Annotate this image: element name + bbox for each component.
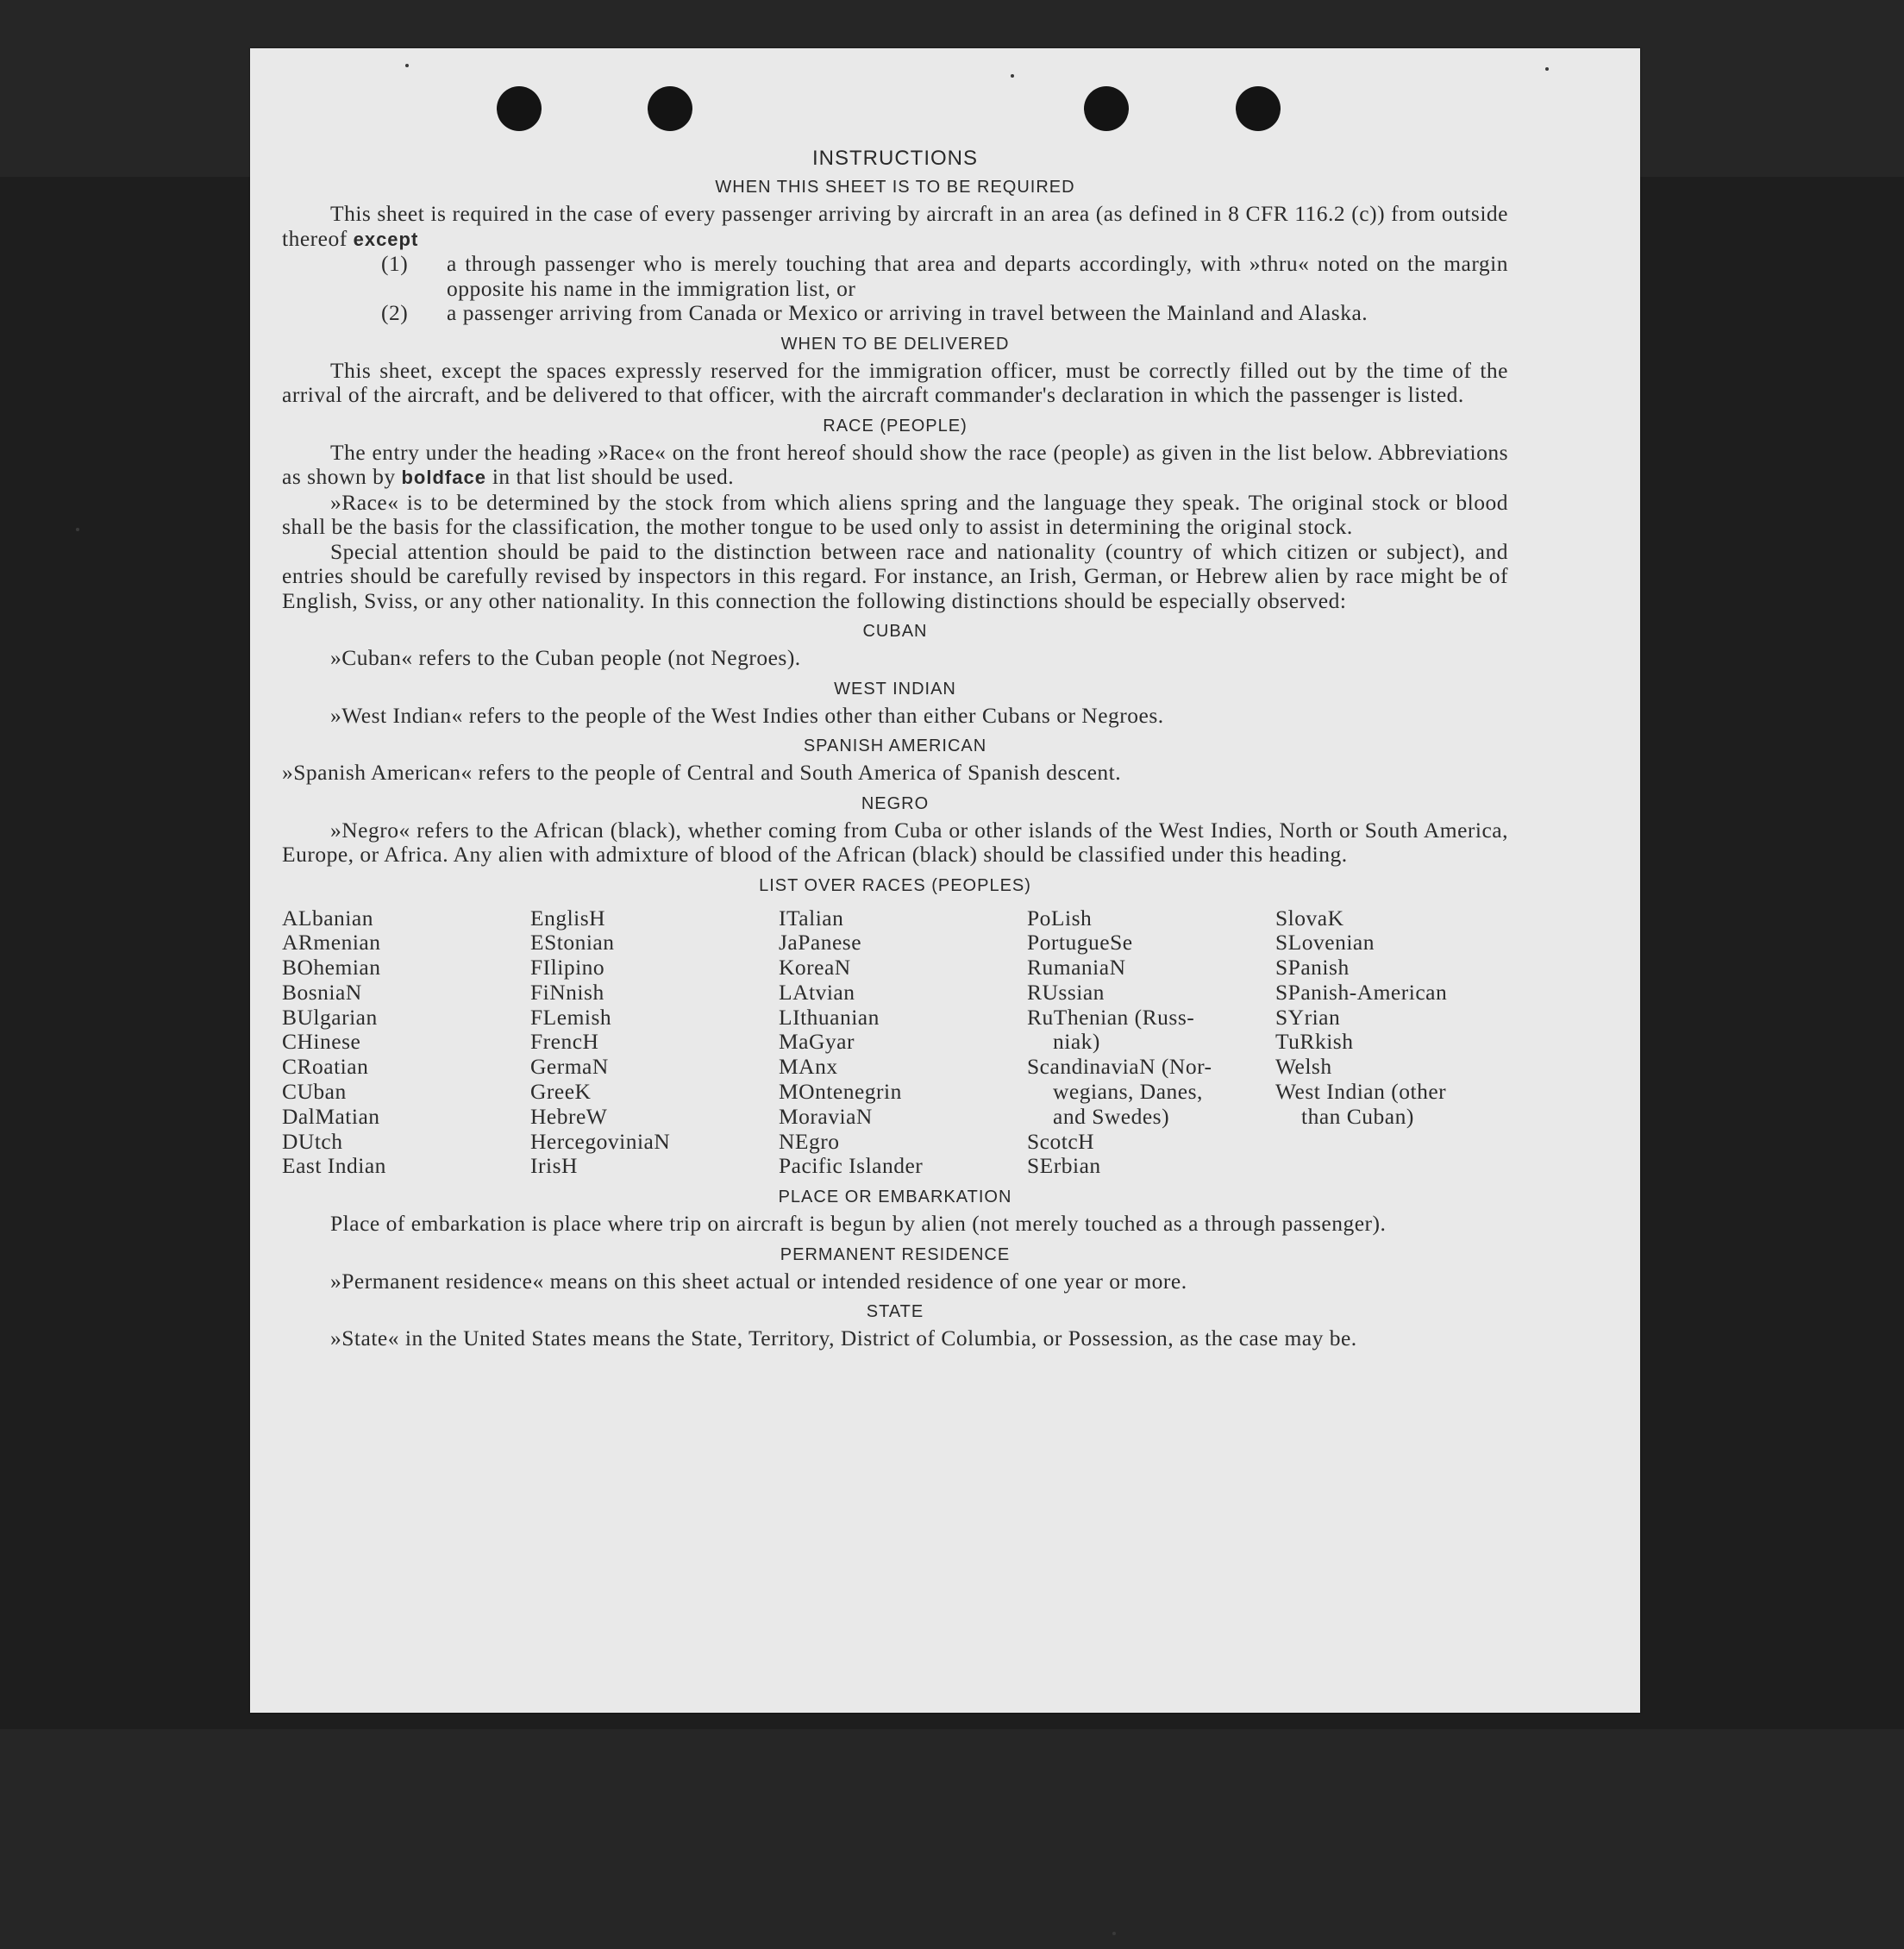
race-item: NEgro (779, 1128, 840, 1154)
race-item: ALbanian (282, 905, 373, 931)
race-item: SlovaK (1275, 905, 1344, 931)
delivered-text: This sheet, except the spaces expressly reserved for the immigration officer, must be correctly filled out by the time of the arrival of the aircraft, and be delivered to that officer, with the aircraft commander's declaration in which the passenger is listed. (282, 357, 1508, 407)
race-item: EStonian (530, 930, 615, 956)
race-item: FIlipino (530, 955, 605, 981)
heading-race: RACE (PEOPLE) (823, 416, 968, 436)
races-list (282, 906, 1508, 1180)
race-item: BOhemian (282, 955, 381, 981)
race-item: Pacific Islander (779, 1153, 924, 1179)
race-item: SYrian (1275, 1004, 1341, 1030)
race-item: BUlgarian (282, 1004, 378, 1030)
spanish-american-text: »Spanish American« refers to the people of Central and South America of Spanish descent. (282, 760, 1122, 785)
race-paragraph-1: The entry under the heading »Race« on the front hereof should show the race (people) as given in the list below. Abbreviations as shown by boldface in that list should be used. (282, 439, 1508, 489)
negro-text: »Negro« refers to the African (black), whether coming from Cuba or other islands of the West Indies, North or South America, Europe, or Africa. Any alien with admixture of blood of the African (black) should be classified under this heading. (282, 817, 1508, 867)
scan-speck (1112, 1932, 1116, 1935)
race-item-continued: wegians, Danes, (1053, 1079, 1203, 1105)
race-item: ScotcH (1027, 1128, 1095, 1154)
heading-west-indian: WEST INDIAN (834, 679, 956, 699)
item-text: a through passenger who is merely touching that area and departs accordingly, with »thru« noted on the margin opposite his name in the immigration list, or (447, 251, 1508, 301)
race-item: IrisH (530, 1153, 578, 1179)
race-paragraph-3: Special attention should be paid to the distinction between race and nationality (country of which citizen or subject), and entries should be carefully revised by inspectors in this regard. For instance, an Irish, German, or Hebrew alien by race might be of English, Sviss, or any other nationality. In this connection the following distinctions should be especially observed: (282, 538, 1508, 613)
race-item-continued: niak) (1053, 1029, 1100, 1055)
embarkation-text: Place of embarkation is place where trip on aircraft is begun by alien (not merely touched as a through passenger). (330, 1211, 1387, 1237)
race-item: GermaN (530, 1054, 609, 1080)
heading-negro: NEGRO (861, 793, 930, 813)
race-item: HercegoviniaN (530, 1128, 671, 1154)
heading-list-of-races: LIST OVER RACES (PEOPLES) (759, 875, 1031, 895)
race-item: ITalian (779, 905, 844, 931)
punch-hole-3 (1084, 86, 1129, 131)
race-item: CUban (282, 1079, 347, 1105)
scan-speck (405, 64, 409, 67)
race-item: GreeK (530, 1079, 592, 1105)
race-item: DUtch (282, 1128, 343, 1154)
required-intro: This sheet is required in the case of every passenger arriving by aircraft in an area (as defined in 8 CFR 116.2 (c)) from outside thereof except (282, 201, 1508, 251)
race-item: MaGyar (779, 1029, 855, 1055)
exception-item-1 (282, 252, 1508, 301)
cuban-text: »Cuban« refers to the Cuban people (not Negroes). (330, 645, 801, 670)
races-column-4 (1027, 906, 1275, 1180)
race-item: East Indian (282, 1153, 386, 1179)
race-item: West Indian (other (1275, 1079, 1447, 1105)
race-item: DalMatian (282, 1103, 380, 1129)
exception-item-2 (282, 301, 1508, 326)
race-item: MoraviaN (779, 1103, 873, 1129)
heading-when-required: WHEN THIS SHEET IS TO BE REQUIRED (715, 178, 1075, 197)
race-item: SPanish (1275, 955, 1350, 981)
races-column-2 (530, 906, 779, 1180)
item-text: a passenger arriving from Canada or Mexico or arriving in travel between the Mainland and Alaska. (447, 300, 1368, 325)
race-item: SErbian (1027, 1153, 1101, 1179)
page-title: INSTRUCTIONS (812, 147, 978, 170)
item-number: (1) (381, 251, 409, 276)
race-item: PoLish (1027, 905, 1093, 931)
race-item: FLemish (530, 1004, 612, 1030)
heading-permanent-residence: PERMANENT RESIDENCE (780, 1244, 1011, 1264)
race-item: RuThenian (Russ- (1027, 1004, 1195, 1030)
west-indian-text: »West Indian« refers to the people of the West Indies other than either Cubans or Negroes. (330, 702, 1164, 728)
race-item: BosniaN (282, 979, 362, 1005)
race-item-continued: and Swedes) (1053, 1103, 1170, 1129)
heading-spanish-american: SPANISH AMERICAN (803, 736, 987, 755)
instructions-body (282, 148, 1508, 1351)
race-item: MOntenegrin (779, 1079, 902, 1105)
race-item: ScandinaviaN (Nor- (1027, 1054, 1212, 1080)
state-text: »State« in the United States means the State, Territory, District of Columbia, or Possession, as the case may be. (330, 1325, 1357, 1351)
item-number: (2) (381, 300, 409, 325)
race-item: JaPanese (779, 930, 862, 956)
race-item: ARmenian (282, 930, 381, 956)
scan-speck (76, 528, 79, 531)
race-item: HebreW (530, 1103, 608, 1129)
boldface-bold: boldface (401, 467, 486, 488)
race-item: SPanish-American (1275, 979, 1448, 1005)
race-item: MAnx (779, 1054, 838, 1080)
except-bold: except (353, 228, 419, 250)
race-item: CRoatian (282, 1054, 369, 1080)
instruction-sheet (250, 48, 1640, 1713)
heading-when-delivered: WHEN TO BE DELIVERED (780, 334, 1010, 354)
race-item: PortugueSe (1027, 930, 1133, 956)
race-item: RumaniaN (1027, 955, 1126, 981)
punch-hole-2 (648, 86, 692, 131)
race-item: FiNnish (530, 979, 604, 1005)
race-item: LAtvian (779, 979, 855, 1005)
race-item: FrencH (530, 1029, 599, 1055)
race-item: KoreaN (779, 955, 851, 981)
race-item: SLovenian (1275, 930, 1375, 956)
heading-state: STATE (866, 1302, 924, 1322)
race-item: LIthuanian (779, 1004, 880, 1030)
race-item: TuRkish (1275, 1029, 1354, 1055)
scan-speck (1545, 67, 1549, 71)
race-item-continued: than Cuban) (1301, 1103, 1414, 1129)
race-item: EnglisH (530, 905, 606, 931)
races-column-1 (282, 906, 530, 1180)
race-item: RUssian (1027, 979, 1105, 1005)
punch-hole-4 (1236, 86, 1281, 131)
residence-text: »Permanent residence« means on this sheet actual or intended residence of one year or more. (330, 1268, 1187, 1294)
races-column-5 (1275, 906, 1524, 1180)
races-column-3 (779, 906, 1027, 1180)
heading-embarkation: PLACE OR EMBARKATION (778, 1188, 1012, 1207)
race-paragraph-2: »Race« is to be determined by the stock from which aliens spring and the language they speak. The original stock or blood shall be the basis for the classification, the mother tongue to be used only to assist in determining the original stock. (282, 489, 1508, 539)
heading-cuban: CUBAN (862, 622, 928, 641)
punch-hole-1 (497, 86, 542, 131)
race-item: Welsh (1275, 1054, 1332, 1080)
scan-speck (1011, 74, 1014, 78)
race-item: CHinese (282, 1029, 361, 1055)
